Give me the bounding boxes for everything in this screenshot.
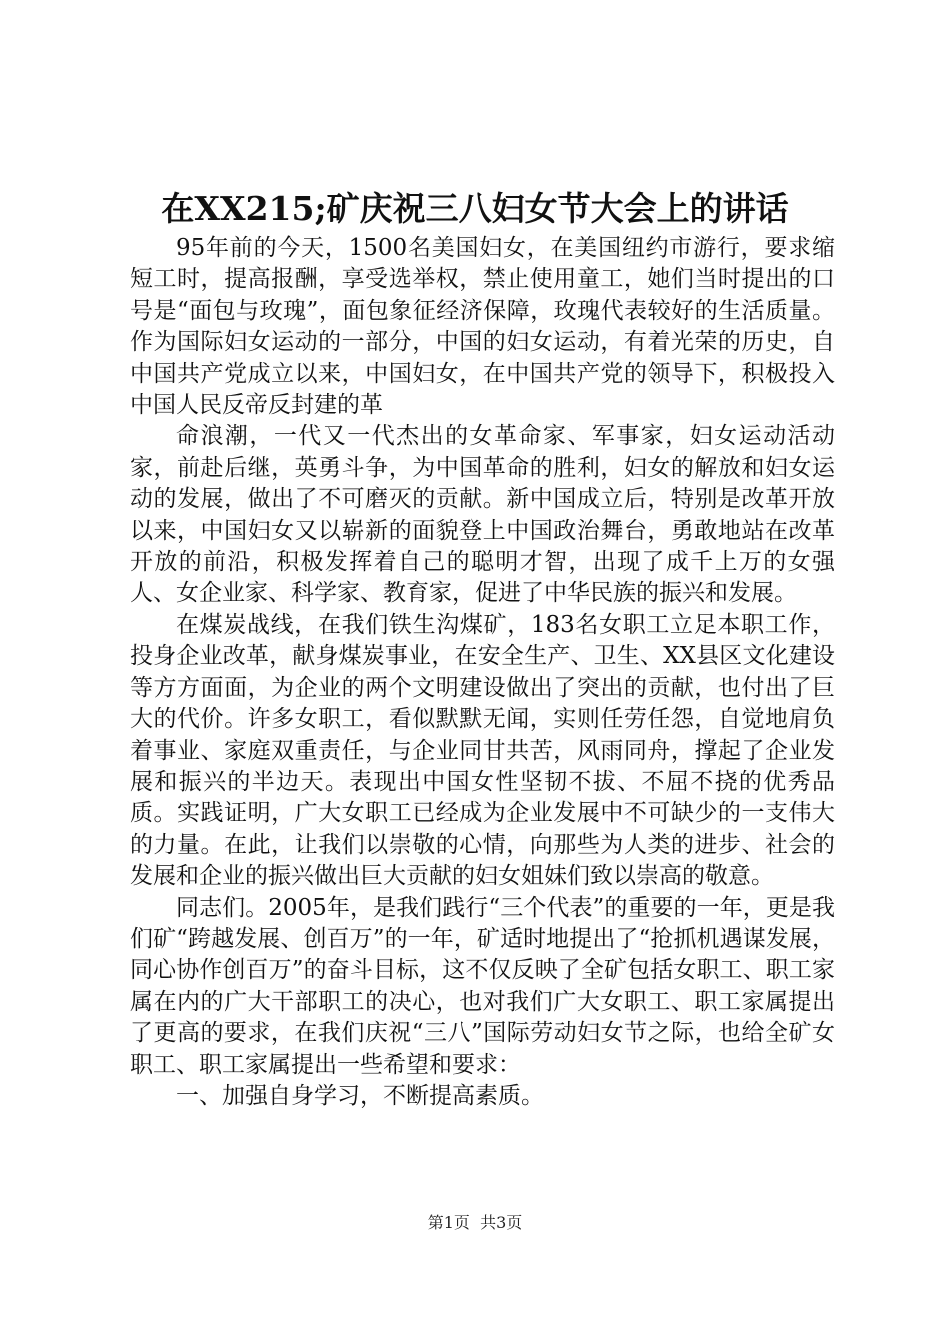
paragraph: 一、加强自身学习，不断提高素质。 — [176, 1082, 544, 1109]
paragraph: 在煤炭战线，在我们铁生沟煤矿，183名女职工立足本职工作，投身企业改革，献身煤炭事业，在安全生产、卫生、XX县区文化建设等方方面面，为企业的两个文明建设做出了突出的贡献，也付出了巨大的代价。许多女职工，看似默默无闻，实则任劳任怨，自觉地肩负着事业、家庭双重责任，与企业同甘共苦，风雨同舟，撑起了企业发展和振兴的半边天。表现出中国女性坚韧不拔、不屈不挠的优秀品质。实践证明，广大女职工已经成为企业发展中不可缺少的一支伟大的力量。在此，让我们以崇敬的心情，向那些为人类的进步、社会的发展和企业的振兴做出巨大贡献的妇女姐妹们致以崇高的敬意。 — [130, 611, 835, 890]
footer-separator — [470, 1213, 480, 1232]
page-footer — [0, 1213, 950, 1233]
paragraph: 命浪潮，一代又一代杰出的女革命家、军事家，妇女运动活动家，前赴后继，英勇斗争，为中国革命的胜利，妇女的解放和妇女运动的发展，做出了不可磨灭的贡献。新中国成立后，特别是改革开放以来，中国妇女又以崭新的面貌登上中国政治舞台，勇敢地站在改革开放的前沿，积极发挥着自己的聪明才智，出现了成千上万的女强人、女企业家、科学家、教育家，促进了中华民族的振兴和发展。 — [130, 423, 835, 607]
document-title: 在XX215;矿庆祝三八妇女节大会上的讲话 — [161, 189, 789, 228]
page-total: 共3页 — [480, 1213, 523, 1232]
page-number: 第1页 — [427, 1213, 470, 1232]
paragraph: 95年前的今天，1500名美国妇女，在美国纽约市游行，要求缩短工时，提高报酬，享受选举权，禁止使用童工，她们当时提出的口号是“面包与玫瑰”，面包象征经济保障，玫瑰代表较好的生活质量。作为国际妇女运动的一部分，中国的妇女运动，有着光荣的历史，自中国共产党成立以来，中国妇女，在中国共产党的领导下，积极投入中国人民反帝反封建的革 — [130, 235, 835, 419]
paragraph: 同志们。2005年，是我们践行“三个代表”的重要的一年，更是我们矿“跨越发展、创百万”的一年，矿适时地提出了“抢抓机遇谋发展，同心协作创百万”的奋斗目标，这不仅反映了全矿包括女职工、职工家属在内的广大干部职工的决心，也对我们广大女职工、职工家属提出了更高的要求，在我们庆祝“三八”国际劳动妇女节之际，也给全矿女职工、职工家属提出一些希望和要求： — [130, 894, 835, 1078]
document-body — [130, 233, 835, 1112]
